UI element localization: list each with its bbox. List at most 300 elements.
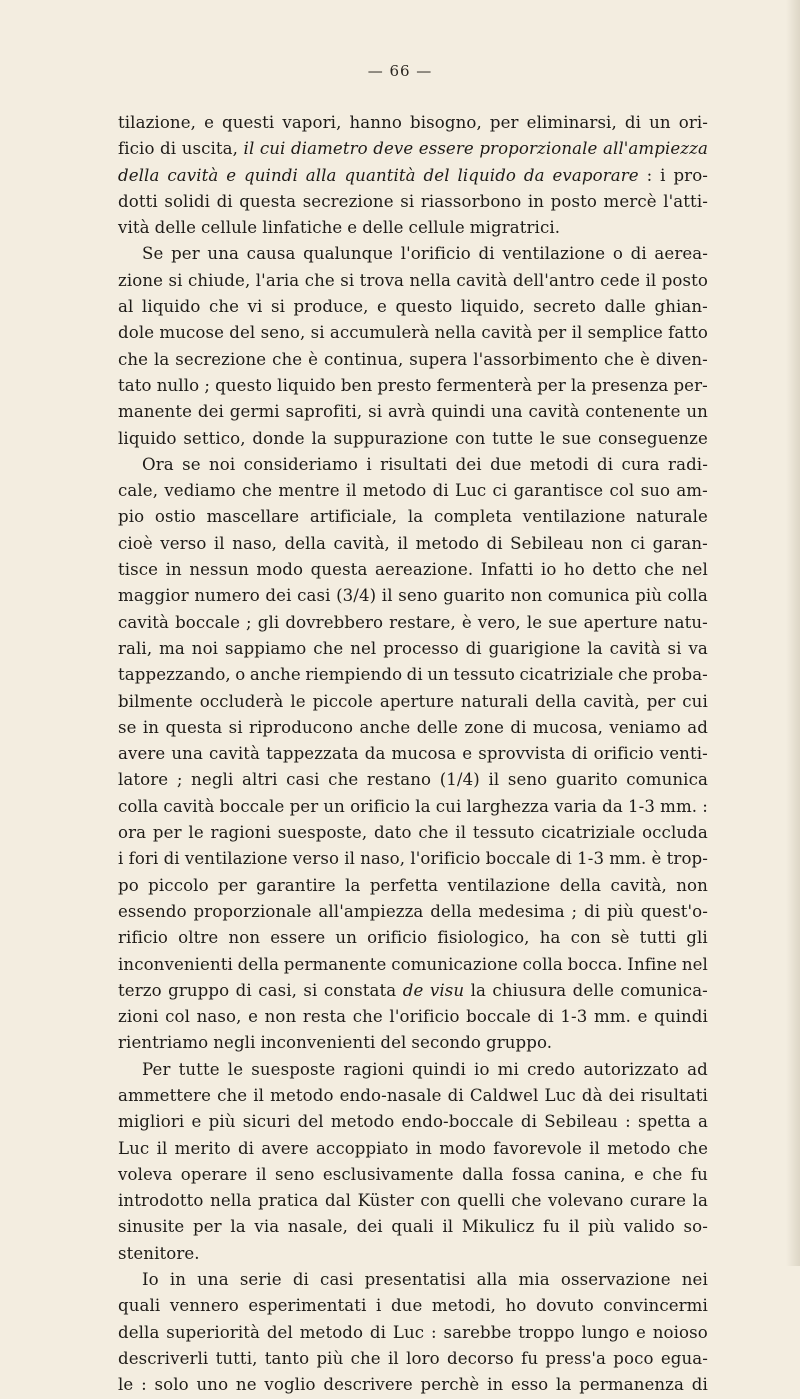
word: gli	[257, 612, 280, 632]
word: riassorbono	[420, 191, 522, 211]
word: quelli	[457, 1191, 505, 1211]
word: cavità,	[583, 691, 640, 711]
word: descrivere	[323, 1375, 413, 1395]
word: di	[486, 533, 503, 553]
word: avere	[118, 744, 166, 764]
word: essere	[418, 139, 474, 159]
text-line	[118, 426, 708, 452]
word: a	[697, 1112, 708, 1132]
word: piccole	[312, 691, 373, 711]
word: orificio	[593, 744, 654, 764]
word: diven-	[655, 349, 708, 369]
word: guarigione	[488, 638, 581, 658]
word: bisogno,	[410, 113, 482, 132]
word: nella	[210, 1191, 252, 1211]
word: ragioni	[343, 1059, 404, 1079]
word: pio	[118, 507, 145, 527]
word: nel	[681, 954, 708, 974]
word: ha	[539, 928, 561, 948]
word: cicatriziale	[541, 823, 636, 843]
word: altri	[241, 770, 278, 790]
word: vediamo	[164, 481, 236, 501]
text-line	[118, 1188, 708, 1214]
text-line	[118, 557, 708, 583]
word: garan-	[652, 533, 708, 553]
word: di	[235, 980, 252, 1000]
word: venti-	[659, 744, 708, 764]
word: le	[526, 612, 543, 632]
word: comunica	[626, 770, 708, 790]
word: in	[169, 1270, 187, 1290]
word: con	[420, 1191, 451, 1211]
word: nullo	[156, 375, 200, 395]
word: fermenterà	[436, 375, 533, 395]
word: mia	[518, 1270, 550, 1290]
word: verso	[160, 533, 207, 553]
word: e	[347, 218, 358, 238]
word: della	[430, 901, 472, 921]
word: tessuto	[453, 665, 515, 685]
word: un	[335, 928, 357, 948]
word: endo-nasale	[339, 1085, 442, 1105]
word: causa	[246, 244, 296, 264]
word: credo	[527, 1059, 576, 1079]
word: operare	[180, 1164, 248, 1184]
word: se	[182, 454, 201, 474]
word: pro-	[673, 165, 708, 185]
word: della	[118, 165, 160, 185]
word: di	[596, 454, 614, 474]
word: si	[310, 323, 325, 343]
word: io	[540, 560, 557, 580]
word: della	[284, 533, 326, 553]
text-line	[118, 1346, 708, 1372]
word: metodo	[330, 1112, 395, 1132]
text-line	[118, 689, 708, 715]
word: noioso	[652, 1322, 708, 1342]
word: chiude,	[187, 270, 251, 290]
word: tappezzando,	[118, 665, 231, 685]
word: ghian-	[654, 297, 708, 317]
word: migratrici.	[469, 218, 561, 238]
word: ragioni	[210, 823, 271, 843]
word: saprofiti,	[285, 402, 363, 422]
word: esclusivamente	[322, 1164, 454, 1184]
word: il	[344, 849, 356, 869]
word: più	[635, 586, 663, 606]
word: il	[571, 323, 583, 343]
word: descriverli	[118, 1348, 209, 1368]
word: che	[604, 349, 635, 369]
word: che	[217, 1085, 248, 1105]
word: del	[297, 1112, 324, 1132]
word: convincermi	[603, 1296, 708, 1316]
word: più	[588, 1217, 616, 1237]
word: fu	[690, 1164, 708, 1184]
word: radi-	[668, 454, 708, 474]
word: quali	[391, 1217, 434, 1237]
word: volevano	[548, 1191, 624, 1211]
word: avrà	[387, 402, 426, 422]
text-line	[118, 1372, 708, 1398]
word: le	[118, 1375, 134, 1395]
word: seno,	[260, 323, 306, 343]
word: un	[686, 402, 708, 422]
word: cavità	[456, 270, 508, 290]
word: fossa	[511, 1164, 556, 1184]
word: seno	[275, 1164, 315, 1184]
word: press'a	[545, 1348, 606, 1368]
word: anche	[249, 665, 301, 685]
word: si	[340, 270, 355, 290]
word: stenitore.	[118, 1243, 200, 1263]
word: di	[584, 901, 601, 921]
word: proba-	[652, 665, 708, 685]
word: riproducono	[248, 717, 354, 737]
word: occluda	[642, 823, 708, 843]
word: nel	[681, 560, 708, 580]
word: naturali	[460, 691, 529, 711]
word: tappezzata	[266, 744, 359, 764]
word: una	[171, 744, 203, 764]
word: secrezione	[302, 191, 394, 211]
word: io	[474, 1059, 490, 1079]
word: tessuto	[472, 823, 535, 843]
word: po	[118, 875, 139, 895]
word: il	[345, 481, 357, 501]
word: della	[559, 875, 602, 895]
text-line	[118, 925, 708, 951]
word: la	[407, 507, 424, 527]
word: per-	[673, 375, 708, 395]
word: liquido,	[460, 297, 525, 317]
word: diametro	[290, 139, 368, 159]
word: si	[400, 191, 415, 211]
word: delle	[572, 980, 615, 1000]
word: ho	[505, 1296, 527, 1316]
word: mucose	[159, 323, 225, 343]
word: è	[461, 612, 472, 632]
text-line	[118, 978, 708, 1004]
word: superiorità	[166, 1322, 261, 1342]
word: per	[218, 875, 247, 895]
word: da	[364, 744, 386, 764]
word: o	[235, 665, 246, 685]
word: i	[118, 849, 124, 869]
word: questa	[239, 191, 297, 211]
word: metodo	[415, 533, 480, 553]
text-line	[118, 873, 708, 899]
word: mm.	[660, 796, 698, 816]
text-line	[118, 215, 708, 241]
word: posto	[661, 270, 708, 290]
word: dei	[356, 1217, 383, 1237]
text-line	[118, 1267, 708, 1293]
word: di	[163, 849, 180, 869]
word: cavità,	[610, 875, 667, 895]
word: del	[266, 1322, 293, 1342]
word: uno	[196, 1375, 229, 1395]
word: si	[303, 980, 318, 1000]
word: con	[570, 928, 601, 948]
word: Sebileau	[544, 1112, 618, 1132]
text-line	[118, 820, 708, 846]
word: mm.	[609, 849, 647, 869]
word: di	[369, 1322, 387, 1342]
word: ventilazione	[502, 244, 606, 264]
word: restano	[366, 770, 432, 790]
word: all'ampiezza	[318, 901, 424, 921]
word: col	[609, 481, 635, 501]
word: presentatisi	[364, 1270, 466, 1290]
word: cavità	[481, 323, 533, 343]
word: essere	[270, 928, 326, 948]
word: contenente	[585, 402, 681, 422]
word: che	[208, 297, 240, 317]
word: è	[651, 849, 662, 869]
word: boccale	[466, 1007, 532, 1027]
word: che	[328, 770, 359, 790]
word: che	[677, 1138, 708, 1158]
word: ad	[687, 1059, 708, 1079]
word: Ora	[142, 454, 174, 474]
word: dell'antro	[512, 270, 595, 290]
word: Küster	[357, 1191, 414, 1211]
word: dà	[581, 1085, 603, 1105]
word: suppurazione	[333, 428, 449, 448]
word: noi	[191, 638, 219, 658]
word: (3/4)	[336, 586, 377, 606]
word: il	[156, 1138, 168, 1158]
word: alla	[476, 1270, 508, 1290]
word: tilazione,	[118, 113, 196, 132]
word: aerea-	[654, 244, 708, 264]
word: le	[188, 823, 204, 843]
word: accumulerà	[329, 323, 430, 343]
word: e	[248, 1007, 258, 1027]
word: metodi,	[431, 1296, 497, 1316]
word: mascellare	[206, 507, 300, 527]
word: di	[478, 244, 495, 264]
word: tisce	[118, 560, 159, 580]
word: semplice	[587, 323, 663, 343]
word: quindi	[431, 402, 486, 422]
word: spetta	[637, 1112, 691, 1132]
word: una	[207, 244, 239, 264]
word: orificio	[350, 796, 411, 816]
word: di	[216, 191, 233, 211]
text-line	[118, 1293, 708, 1319]
word: suesposte,	[277, 823, 368, 843]
word: di	[691, 1375, 708, 1395]
word: gli	[686, 928, 708, 948]
word: seno	[507, 770, 548, 790]
word: vennero	[169, 1296, 239, 1316]
word: liquido	[457, 165, 517, 185]
word: più	[606, 901, 634, 921]
word: non	[510, 586, 543, 606]
word: cavità	[209, 744, 261, 764]
word: più	[208, 1112, 236, 1132]
word: seno	[398, 586, 438, 606]
word: visu	[429, 980, 465, 1000]
word: cavità	[118, 612, 170, 632]
word: Sebileau	[510, 533, 584, 553]
word: rali,	[118, 638, 153, 658]
word: la	[345, 875, 361, 895]
word: nella	[434, 323, 477, 343]
word: chiusura	[492, 980, 567, 1000]
word: l'assorbimento	[473, 349, 599, 369]
word: am-	[676, 481, 708, 501]
word: boccale	[219, 796, 285, 816]
word: in	[142, 717, 160, 737]
word: posto	[550, 191, 597, 211]
word: verso	[292, 849, 340, 869]
word: pratica	[258, 1191, 319, 1211]
word: all'ampiezza	[602, 139, 708, 159]
word: cavità	[528, 402, 580, 422]
word: il	[243, 139, 255, 159]
word: quindi	[412, 1059, 466, 1079]
text-line	[118, 320, 708, 346]
word: dato	[374, 823, 412, 843]
word: guarito	[443, 586, 506, 606]
word: donde	[252, 428, 305, 448]
word: consideriamo	[243, 454, 358, 474]
word: dovrebbero	[285, 612, 384, 632]
word: delle	[154, 218, 197, 238]
word: cura	[621, 454, 660, 474]
word: inconvenienti	[118, 954, 233, 974]
word: Caldwel	[469, 1085, 539, 1105]
text-line	[118, 189, 708, 215]
text-line	[118, 1162, 708, 1188]
word: Se	[142, 244, 164, 264]
word: il	[213, 533, 225, 553]
word: il	[381, 586, 393, 606]
word: metodo	[362, 481, 427, 501]
word: de	[402, 980, 424, 1000]
word: mm.	[593, 1007, 632, 1027]
text-line	[118, 1241, 708, 1267]
word: naso,	[232, 533, 278, 553]
word: ;	[246, 612, 252, 632]
word: troppo	[518, 1322, 575, 1342]
word: colla	[118, 796, 159, 816]
word: mentre	[278, 481, 340, 501]
word: cui	[682, 691, 708, 711]
body-text	[118, 110, 708, 1399]
word: da	[602, 796, 623, 816]
word: che	[242, 481, 273, 501]
word: cede	[600, 270, 641, 290]
word: fatto	[668, 323, 708, 343]
word: l'orificio	[410, 849, 481, 869]
word: piccolo	[148, 875, 209, 895]
word: il	[455, 823, 467, 843]
word: questo	[215, 375, 273, 395]
text-line	[118, 1109, 708, 1135]
word: il	[568, 1217, 580, 1237]
word: inconvenienti	[260, 1033, 376, 1053]
word: ben	[340, 375, 373, 395]
word: delle	[362, 218, 404, 238]
word: cellule	[408, 218, 465, 238]
word: di	[292, 1270, 309, 1290]
word: di	[624, 113, 642, 132]
word: la	[556, 1375, 572, 1395]
word: dole	[118, 323, 155, 343]
word: metodo	[270, 1085, 334, 1105]
word: trop-	[666, 849, 708, 869]
word: quali	[118, 1296, 161, 1316]
word: larghezza	[466, 796, 550, 816]
text-line	[118, 899, 708, 925]
word: le	[290, 691, 306, 711]
text-line	[118, 1136, 708, 1162]
word: si	[228, 717, 243, 737]
word: se	[118, 717, 137, 737]
word: sinusite	[118, 1217, 185, 1237]
word: dal	[324, 1191, 352, 1211]
word: dalla	[462, 1164, 504, 1184]
word: in	[487, 1375, 504, 1395]
word: da	[523, 165, 545, 185]
word: :	[430, 1322, 437, 1342]
word: il	[442, 1217, 454, 1237]
word: questi	[222, 113, 275, 132]
word: negli	[213, 1033, 256, 1053]
word: nel	[350, 638, 377, 658]
word: fu	[521, 1348, 539, 1368]
word: sappiamo	[224, 638, 307, 658]
word: oltre	[178, 928, 219, 948]
word: anche	[359, 717, 411, 737]
word: i	[376, 1296, 382, 1316]
word: liquido	[141, 297, 201, 317]
word: constata	[323, 980, 397, 1000]
word: l'orificio	[389, 1007, 460, 1027]
word: più	[316, 1348, 344, 1368]
word: cui	[435, 796, 462, 816]
word: secreto	[533, 297, 597, 317]
word: cellule	[200, 218, 258, 238]
word: 1-3	[560, 1007, 588, 1027]
word: fisiologico,	[437, 928, 530, 948]
word: riempiendo	[305, 665, 403, 685]
word: la	[230, 1217, 246, 1237]
word: solidi	[164, 191, 210, 211]
word: mi	[497, 1059, 519, 1079]
word: la	[470, 980, 486, 1000]
word: avere	[261, 1138, 309, 1158]
word: di	[447, 1085, 464, 1105]
word: rificio	[118, 928, 168, 948]
word: sue	[548, 612, 578, 632]
word: presto	[377, 375, 432, 395]
word: due	[390, 1296, 423, 1316]
text-line	[118, 1214, 708, 1240]
text-line	[118, 794, 708, 820]
word: quindi	[244, 165, 298, 185]
word: autorizzato	[583, 1059, 679, 1079]
word: voleva	[118, 1164, 173, 1184]
word: della	[535, 691, 577, 711]
word: di	[465, 638, 482, 658]
word: :	[141, 1375, 147, 1395]
word: in	[165, 560, 182, 580]
